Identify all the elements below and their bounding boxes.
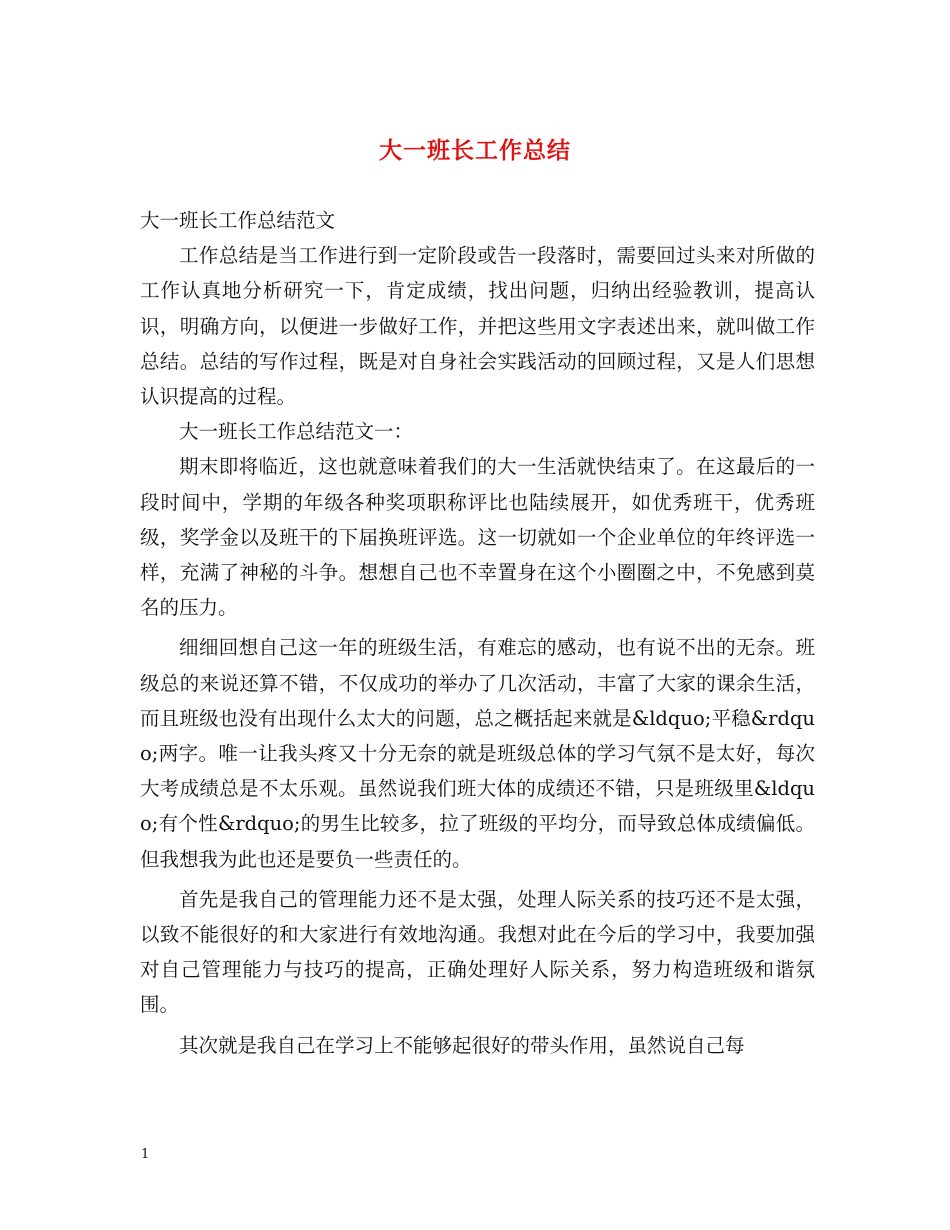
paragraph-section-heading: 大一班长工作总结范文一： xyxy=(179,420,414,444)
document-title: 大一班长工作总结 xyxy=(379,137,571,164)
paragraph-intro: 工作总结是当工作进行到一定阶段或告一段落时，需要回过头来对所做的工作认真地分析研究一下，肯定成绩，找出问题，归纳出经验教训，提高认识，明确方向，以便进一步做好工作，并把这些用文字表述出来，就叫做工作总结。总结的写作过程，既是对自身社会实践活动的回顾过程，又是人们思想认识提高的过程。 xyxy=(140,244,815,409)
document-subtitle: 大一班长工作总结范文 xyxy=(140,209,336,232)
paragraph-body: 其次就是我自己在学习上不能够起很好的带头作用，虽然说自己每 xyxy=(179,1033,745,1057)
paragraph-body: 首先是我自己的管理能力还不是太强，处理人际关系的技巧还不是太强，以致不能很好的和大家进行有效地沟通。我想对此在今后的学习中，我要加强对自己管理能力与技巧的提高，正确处理好人际关系，努力构造班级和谐氛围。 xyxy=(140,887,815,1017)
document-body xyxy=(140,203,815,1063)
page-number: 1 xyxy=(141,1147,150,1162)
paragraph-body: 细细回想自己这一年的班级生活，有难忘的感动，也有说不出的无奈。班级总的来说还算不错，不仅成功的举办了几次活动，丰富了大家的课余生活，而且班级也没有出现什么太大的问题，总之概括起来就是&ldquo;平稳&rdquo;两字。唯一让我头疼又十分无奈的就是班级总体的学习气氛不是太好，每次大考成绩总是不太乐观。虽然说我们班大体的成绩还不错，只是班级里&ldquo;有个性&rdquo;的男生比较多，拉了班级的平均分，而导致总体成绩偏低。但我想我为此也还是要负一些责任的。 xyxy=(140,636,815,871)
paragraph-body: 期末即将临近，这也就意味着我们的大一生活就快结束了。在这最后的一段时间中，学期的年级各种奖项职称评比也陆续展开，如优秀班干，优秀班级，奖学金以及班干的下届换班评选。这一切就如一个企业单位的年终评选一样，充满了神秘的斗争。想想自己也不幸置身在这个小圈圈之中，不免感到莫名的压力。 xyxy=(140,455,815,620)
